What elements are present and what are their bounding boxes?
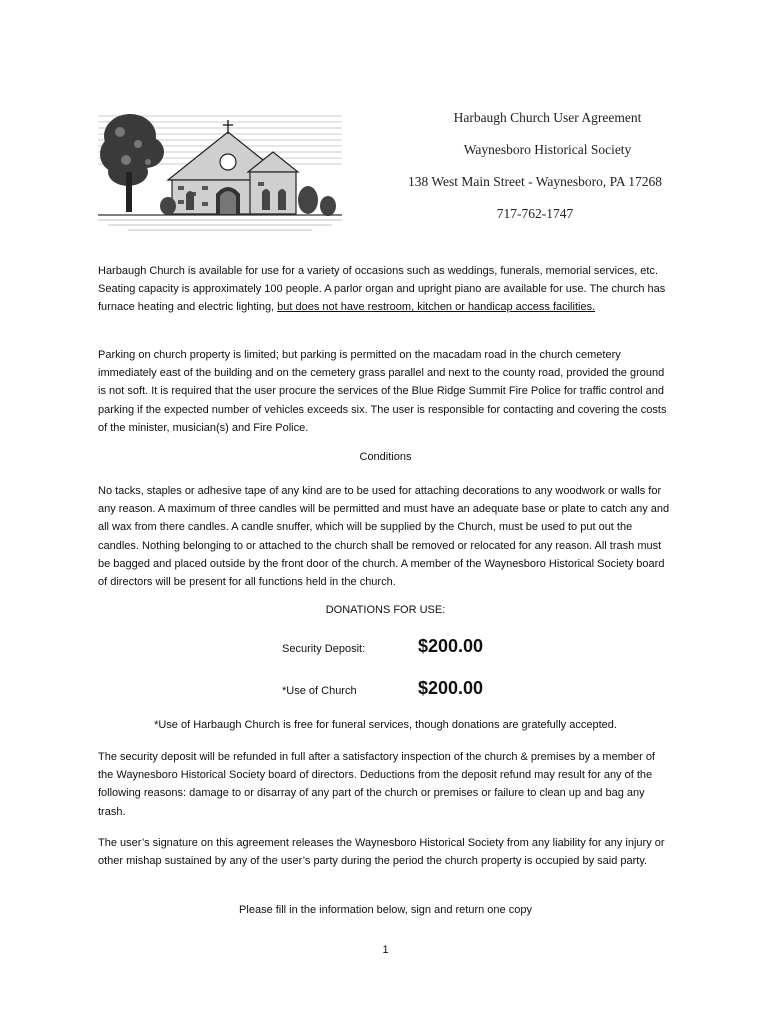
liability-paragraph: The user’s signature on this agreement releases the Waynesboro Historical Society from any liability for any injury or other mishap sustained by any of the user’s party during the period the church property is occupied by said party. — [98, 837, 665, 868]
letterhead — [370, 102, 700, 230]
intro-text: Harbaugh Church is available for use for a variety of occasions such as weddings, funerals, memorial services, etc. Seating capacity is approximately 100 people. A parlor organ and upright piano are available for use. The church has furnace heating and electric lighting, — [98, 265, 666, 314]
conditions-paragraph: No tacks, staples or adhesive tape of any kind are to be used for attaching decorations to any woodwork or walls for any reason. A maximum of three candles will be permitted and must have an adequate base or plate to catch any and all wax from there candles. A candle snuffer, which will be supplied by the Church, must be used to put out the candles. Nothing belonging to or attached to the church shall be removed or relocated for any reason. All trash must be bagged and placed outside by the front door of the church. A member of the Waynesboro Historical Society board of directors will be present for all functions held in the church. — [98, 485, 670, 589]
funeral-note: *Use of Harbaugh Church is free for funeral services, though donations are gratefully accepted. — [154, 719, 617, 731]
page-number: 1 — [382, 944, 389, 956]
conditions-heading: Conditions — [359, 451, 412, 463]
use-of-church-label: *Use of Church — [282, 685, 357, 697]
church-illustration — [98, 102, 342, 234]
society-phone: 717-762-1747 — [496, 206, 574, 221]
security-deposit-label: Security Deposit: — [282, 643, 366, 655]
agreement-title: Harbaugh Church User Agreement — [453, 110, 642, 125]
return-instruction: Please fill in the information below, sign and return one copy — [239, 904, 532, 916]
society-name: Waynesboro Historical Society — [463, 142, 632, 157]
donations-heading: DONATIONS FOR USE: — [325, 604, 446, 616]
use-of-church-amount: $200.00 — [418, 678, 484, 698]
intro-paragraph — [98, 262, 673, 317]
parking-paragraph: Parking on church property is limited; but parking is permitted on the macadam road in the church cemetery immediately east of the building and on the cemetery grass parallel and next to the county road, provided the ground is not soft. It is required that the user procure the services of the Blue Ridge Summit Fire Police for traffic control and parking if the expected number of vehicles exceeds six. The user is responsible for contacting and covering the costs of the minister, musician(s) and Fire Police. — [98, 349, 667, 434]
security-deposit-amount: $200.00 — [418, 636, 484, 656]
society-address: 138 West Main Street - Waynesboro, PA 17268 — [407, 174, 663, 189]
intro-underlined-text: but does not have restroom, kitchen or handicap access facilities. — [277, 301, 596, 314]
refund-paragraph: The security deposit will be refunded in full after a satisfactory inspection of the church & premises by a member of the Waynesboro Historical Society board of directors. Deductions from the deposit refund may result for any of the following reasons: damage to or disarray of any part of the church or premises or failure to clean up and bag any trash. — [98, 751, 655, 818]
